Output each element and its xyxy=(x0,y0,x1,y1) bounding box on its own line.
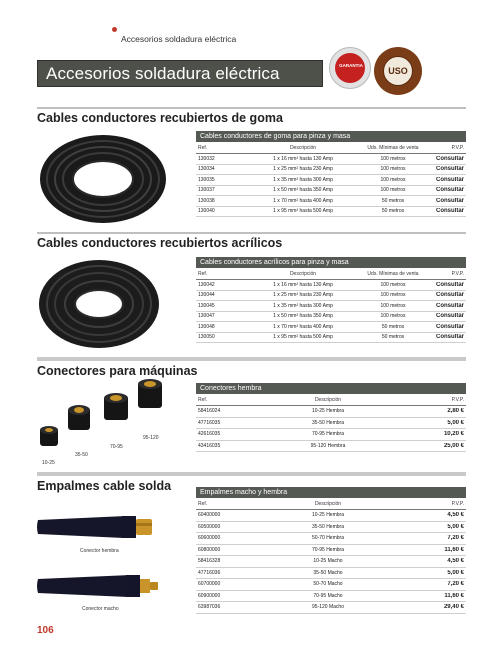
female-connector-caption: Conector hembra xyxy=(80,548,119,554)
table-row: 60500000 35-50 Hembra 5,00 € xyxy=(196,522,466,534)
col-ref: Ref. xyxy=(198,396,208,403)
table-row: 60900000 70-95 Macho 11,60 € xyxy=(196,591,466,603)
acrylic-cable-coil-image xyxy=(38,258,160,350)
col-descripcion: Descripción xyxy=(314,500,342,507)
col-pvp: P.V.P. xyxy=(451,144,464,151)
cable-couplers-table xyxy=(196,487,466,614)
table-row: 60800000 70-95 Hembra 11,60 € xyxy=(196,545,466,557)
col-ref: Ref. xyxy=(198,500,208,507)
table-row: 130035 1 x 35 mm² hasta 300 Amp 100 metros Consultar xyxy=(196,175,466,186)
machine-connectors-table xyxy=(196,383,466,452)
col-uds: Uds. Mínimas de venta xyxy=(367,144,419,151)
section-title-cable-couplers: Empalmes cable solda xyxy=(37,479,172,493)
connector-caption: 70-95 xyxy=(110,444,123,450)
table-row: 60400000 10-25 Hembra 4,50 € xyxy=(196,510,466,522)
table-row: 60700000 50-70 Macho 7,20 € xyxy=(196,579,466,591)
col-pvp: P.V.P. xyxy=(451,500,464,507)
connector-caption: 95-120 xyxy=(143,435,159,441)
col-descripcion: Descripción xyxy=(289,144,317,151)
guarantee-seal-icon xyxy=(329,47,371,89)
table-row: 130040 1 x 95 mm² hasta 500 Amp 50 metros Consultar xyxy=(196,207,466,218)
table-row: 130048 1 x 70 mm² hasta 400 Amp 50 metros Consultar xyxy=(196,322,466,333)
table-row: 42616035 70-95 Hembra 10,20 € xyxy=(196,429,466,441)
table-row: 130050 1 x 95 mm² hasta 500 Amp 50 metros Consultar xyxy=(196,333,466,344)
section-divider xyxy=(37,357,466,361)
rubber-cable-coil-image xyxy=(38,133,168,225)
table-row: 58416328 10-25 Macho 4,50 € xyxy=(196,556,466,568)
table-row: 47716036 35-50 Macho 5,00 € xyxy=(196,568,466,580)
professional-use-seal-icon xyxy=(374,47,422,95)
table-row: 130044 1 x 25 mm² hasta 230 Amp 100 metros Consultar xyxy=(196,291,466,302)
page-number: 106 xyxy=(37,625,54,636)
connector-caption: 10-25 xyxy=(42,460,55,466)
table-header xyxy=(196,498,466,510)
female-connector-image xyxy=(36,508,154,546)
male-connector-caption: Conector macho xyxy=(82,606,119,612)
table-header xyxy=(196,394,466,406)
breadcrumb-bullet-icon xyxy=(112,27,117,32)
col-descripcion: Descripción xyxy=(289,270,317,277)
professional-use-seal-text: USO xyxy=(388,66,408,76)
section-title-rubber-cables: Cables conductores recubiertos de goma xyxy=(37,111,283,125)
col-ref: Ref. xyxy=(198,144,208,151)
table-row: 43416035 95-120 Hembra 25,00 € xyxy=(196,441,466,453)
col-pvp: P.V.P. xyxy=(451,270,464,277)
col-descripcion: Descripción xyxy=(314,396,342,403)
table-header xyxy=(196,268,466,280)
table-row: 130038 1 x 70 mm² hasta 400 Amp 50 metros Consultar xyxy=(196,196,466,207)
table-row: 130042 1 x 16 mm² hasta 130 Amp 100 metros Consultar xyxy=(196,280,466,291)
table-row: 130034 1 x 25 mm² hasta 230 Amp 100 metros Consultar xyxy=(196,165,466,176)
table-title: Cables conductores de goma para pinza y masa xyxy=(196,131,466,142)
table-title: Empalmes macho y hembra xyxy=(196,487,466,498)
guarantee-seal-text: GARANTIA xyxy=(339,63,363,68)
table-row: 130032 1 x 16 mm² hasta 130 Amp 100 metros Consultar xyxy=(196,154,466,165)
section-title-acrylic-cables: Cables conductores recubiertos acrílicos xyxy=(37,236,283,250)
table-row: 60600000 50-70 Hembra 7,20 € xyxy=(196,533,466,545)
col-ref: Ref. xyxy=(198,270,208,277)
table-row: 130047 1 x 50 mm² hasta 350 Amp 100 metros Consultar xyxy=(196,312,466,323)
breadcrumb: Accesorios soldadura eléctrica xyxy=(121,34,237,44)
table-row: 58416024 10-25 Hembra 2,80 € xyxy=(196,406,466,418)
machine-connectors-image xyxy=(38,378,168,456)
table-title: Cables conductores acrílicos para pinza y masa xyxy=(196,257,466,268)
table-title: Conectores hembra xyxy=(196,383,466,394)
col-pvp: P.V.P. xyxy=(451,396,464,403)
connector-caption: 35-50 xyxy=(75,452,88,458)
col-uds: Uds. Mínimas de venta xyxy=(367,270,419,277)
section-divider xyxy=(37,107,466,109)
section-title-machine-connectors: Conectores para máquinas xyxy=(37,364,198,378)
table-row: 47716035 35-50 Hembra 5,00 € xyxy=(196,418,466,430)
rubber-cables-table xyxy=(196,131,466,217)
table-row: 63987036 95-120 Macho 29,40 € xyxy=(196,602,466,614)
acrylic-cables-table xyxy=(196,257,466,343)
male-connector-image xyxy=(36,567,160,605)
table-header xyxy=(196,142,466,154)
section-divider xyxy=(37,472,466,476)
page-title: Accesorios soldadura eléctrica xyxy=(37,60,323,87)
table-row: 130037 1 x 50 mm² hasta 350 Amp 100 metros Consultar xyxy=(196,186,466,197)
table-row: 130045 1 x 35 mm² hasta 300 Amp 100 metros Consultar xyxy=(196,301,466,312)
section-divider xyxy=(37,232,466,234)
